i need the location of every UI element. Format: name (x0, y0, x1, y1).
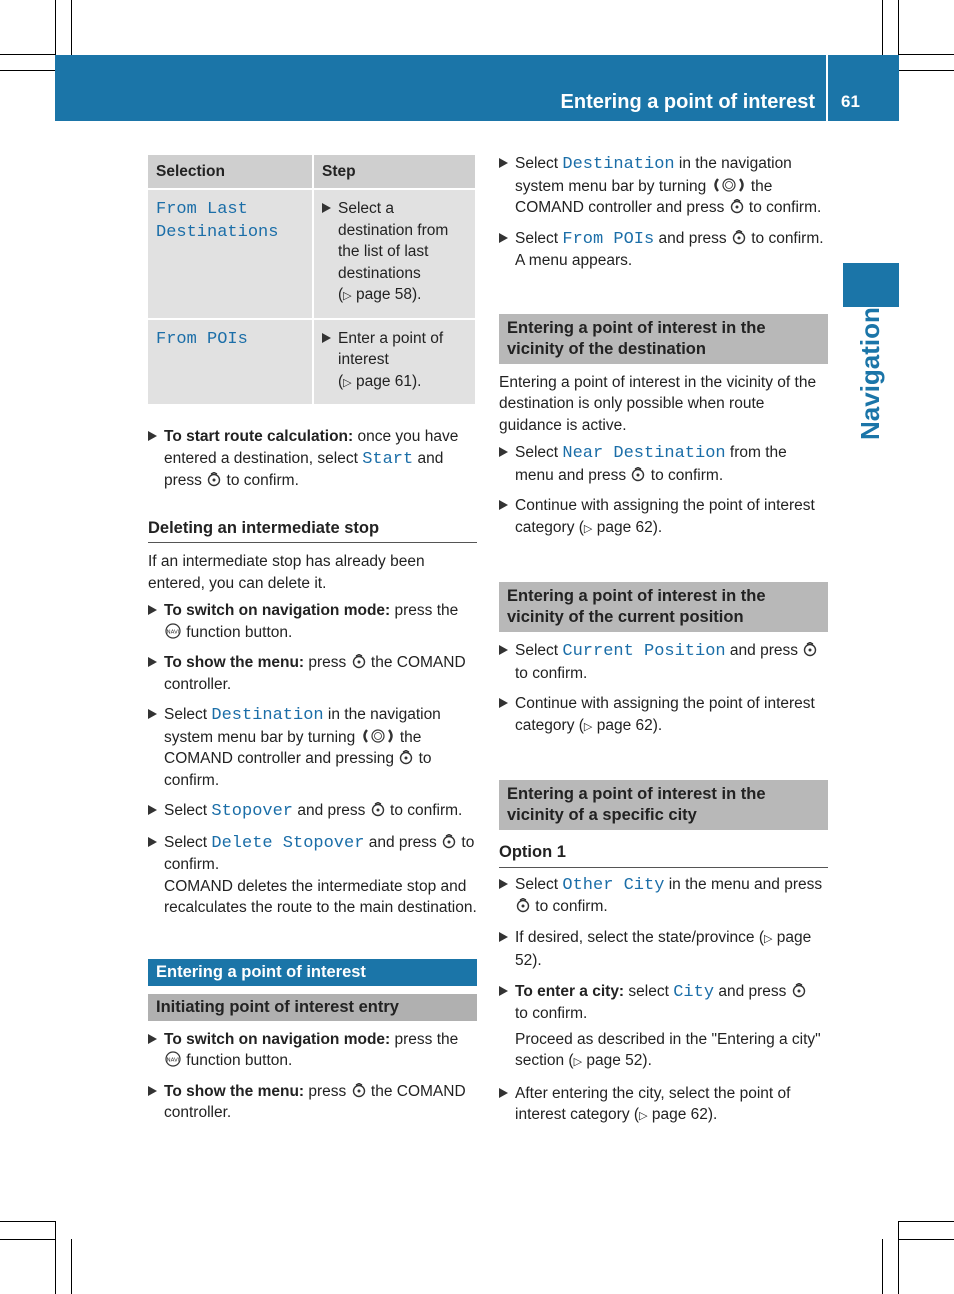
step-text: to confirm. (222, 472, 299, 489)
page-header (55, 55, 899, 121)
controller-press-icon (792, 983, 806, 998)
page-ref: page 62). (596, 716, 663, 734)
step-text: Select a destination from the list of last destinations (338, 200, 449, 282)
navi-button-icon (165, 1051, 181, 1067)
menu-item-delete-stopover: Delete Stopover (211, 833, 365, 853)
step-text: Select (515, 642, 563, 659)
menu-item-start: Start (362, 449, 414, 469)
step-text: to confirm. (746, 229, 824, 247)
page-ref: page 62). (596, 518, 663, 536)
step-text: function button. (182, 1052, 293, 1069)
controller-press-icon (732, 230, 746, 245)
triangle-ref-icon: ▷ (343, 376, 352, 389)
step-text: press (304, 654, 351, 671)
list-item (148, 832, 477, 919)
crop-mark (55, 0, 56, 55)
crop-mark (55, 1221, 56, 1294)
step-text: select (624, 982, 674, 1000)
step-text: to confirm. (385, 802, 463, 819)
step-bold: To show the menu: (164, 1082, 305, 1100)
crop-mark (882, 0, 883, 55)
controller-press-icon (516, 898, 530, 913)
controller-press-icon (442, 834, 456, 849)
arrow-icon (322, 203, 331, 213)
list-item (499, 442, 828, 486)
step-text: If desired, select the state/province ( (515, 928, 764, 946)
crop-mark (0, 1221, 55, 1222)
page-ref: page 52). (586, 1052, 652, 1069)
arrow-icon (148, 805, 157, 815)
list-item (499, 640, 828, 684)
list-item (499, 495, 828, 540)
controller-press-icon (371, 802, 385, 817)
step-text: and press (364, 833, 442, 851)
svg-text:NAVI: NAVI (166, 1057, 180, 1064)
selection-table (148, 155, 477, 404)
header-title: Entering a point of interest (560, 91, 815, 113)
arrow-icon (322, 333, 331, 343)
crop-mark (882, 1239, 883, 1294)
table-header-selection: Selection (148, 155, 313, 189)
step-bold: To switch on navigation mode: (164, 1030, 391, 1048)
page-ref: page 52). (515, 928, 812, 969)
left-column (148, 155, 477, 1124)
triangle-ref-icon: ▷ (573, 1056, 583, 1068)
controller-press-icon (352, 654, 366, 669)
step-text: from the menu and press (515, 444, 787, 484)
crop-mark (0, 1239, 55, 1240)
step-text: to confirm. (744, 199, 822, 216)
step-text: press the (390, 602, 459, 619)
section-title: Entering a point of interest in the vicinity of the destination (499, 314, 828, 364)
list-item (499, 1083, 828, 1128)
table-row (148, 319, 476, 405)
list-item (499, 981, 828, 1074)
arrow-icon (148, 1086, 157, 1096)
list-item (499, 874, 828, 918)
step-text: After entering the city, select the point of interest category ( (515, 1084, 791, 1123)
page-ref: page 62). (651, 1106, 718, 1123)
crop-mark (899, 70, 954, 71)
step-text: Continue with assigning the point of interest category ( (515, 497, 815, 536)
arrow-icon (499, 233, 508, 243)
menu-item-from-pois: From POIs (562, 229, 655, 249)
list-item (148, 652, 477, 695)
arrow-icon (148, 657, 157, 667)
page-ref: page 58). (355, 286, 422, 303)
controller-press-icon (207, 472, 221, 487)
step-text: in the menu and press (664, 875, 823, 893)
triangle-ref-icon: ▷ (343, 290, 352, 302)
page-number: 61 (841, 92, 860, 111)
header-divider (826, 55, 828, 121)
step-text: and press (654, 229, 731, 247)
controller-turn-icon (712, 177, 746, 193)
step-text: and press (725, 642, 803, 659)
step-text: to confirm. (515, 1005, 588, 1022)
list-item (499, 228, 828, 272)
controller-press-icon (730, 199, 744, 214)
crop-mark (898, 1221, 899, 1294)
triangle-ref-icon: ▷ (583, 720, 593, 733)
list-item (148, 426, 477, 492)
menu-item-city: City (673, 982, 715, 1002)
step-text: Select (164, 833, 212, 851)
selection-cell: From POIs (156, 329, 248, 349)
step-text: the COMAND controller. (164, 654, 466, 693)
step-text: and press (714, 982, 791, 1000)
crop-mark (899, 1239, 954, 1240)
step-text: press (304, 1082, 351, 1100)
step-text: and press (164, 449, 444, 489)
paragraph: Entering a point of interest in the vicinity of the destination is only possible when route guidance is active. (499, 373, 817, 434)
step-text: to confirm. (515, 664, 588, 682)
section-heading: Deleting an intermediate stop (148, 518, 477, 544)
arrow-icon (148, 605, 157, 615)
step-text: to confirm. (531, 898, 608, 915)
section-title: Entering a point of interest (148, 959, 477, 986)
step-text: press the (390, 1030, 459, 1048)
crop-mark (71, 0, 72, 55)
menu-item-near-destination: Near Destination (562, 444, 726, 463)
arrow-icon (148, 837, 157, 847)
step-text: to confirm. (646, 466, 724, 484)
step-text: the COMAND controller and pressing (164, 728, 422, 767)
right-column (499, 144, 828, 1128)
side-tab (843, 263, 899, 307)
step-result: A menu appears. (515, 252, 633, 269)
selection-cell: From Last Destinations (156, 200, 279, 242)
list-item (148, 1081, 477, 1124)
step-text: Select (164, 706, 212, 723)
step-text: Proceed as described in the "Entering a city" section ( (515, 1030, 821, 1069)
step-bold: To show the menu: (164, 654, 305, 671)
step-result: COMAND deletes the intermediate stop and recalculates the route to the main destination. (164, 877, 477, 916)
arrow-icon (148, 1034, 157, 1044)
subsection-title: Initiating point of interest entry (148, 994, 477, 1021)
arrow-icon (499, 447, 508, 457)
menu-item-stopover: Stopover (211, 802, 294, 821)
crop-mark (0, 54, 55, 55)
list-item (148, 600, 477, 643)
arrow-icon (499, 645, 508, 655)
step-text: in the navigation system menu bar by turning (515, 155, 792, 195)
controller-turn-icon (361, 728, 395, 744)
crop-mark (898, 0, 899, 55)
list-item: Select a destination from the list of last destinations (▷ page 58). (322, 198, 467, 308)
list-item (499, 927, 828, 972)
list-item: Enter a point of interest (▷ page 61). (322, 328, 467, 395)
crop-mark (899, 54, 954, 55)
step-text: Select (164, 802, 212, 819)
arrow-icon (499, 879, 508, 889)
step-text: Select (515, 875, 563, 893)
crop-mark (71, 1239, 72, 1294)
side-tab-label: Navigation (855, 307, 885, 440)
table-header-step: Step (313, 155, 476, 189)
step-text: Enter a point of interest (338, 329, 444, 368)
step-text: once you have entered a destination, select (164, 428, 459, 467)
list-item (499, 153, 828, 219)
step-text: in the navigation system menu bar by turning (164, 706, 441, 746)
menu-item-destination: Destination (211, 706, 324, 725)
crop-mark (899, 1221, 954, 1222)
menu-item-destination: Destination (562, 155, 675, 174)
step-text: function button. (182, 623, 293, 641)
list-item (148, 800, 477, 823)
crop-mark (0, 70, 55, 71)
list-item (499, 693, 828, 738)
triangle-ref-icon: ▷ (639, 1110, 648, 1122)
navi-button-icon (165, 623, 181, 639)
arrow-icon (499, 698, 508, 708)
arrow-icon (148, 431, 157, 441)
controller-press-icon (803, 642, 817, 657)
menu-item-other-city: Other City (562, 875, 665, 895)
arrow-icon (148, 709, 157, 719)
step-bold: To start route calculation: (164, 428, 354, 445)
arrow-icon (499, 500, 508, 510)
arrow-icon (499, 158, 508, 168)
triangle-ref-icon: ▷ (583, 522, 593, 535)
triangle-ref-icon: ▷ (763, 932, 773, 945)
step-note (515, 1029, 828, 1074)
step-bold: To switch on navigation mode: (164, 602, 391, 619)
step-text: the COMAND controller. (164, 1082, 466, 1121)
controller-press-icon (399, 750, 413, 765)
table-row (148, 189, 476, 319)
controller-press-icon (631, 467, 645, 482)
step-text: Select (515, 155, 563, 172)
step-text: to confirm. (164, 750, 432, 789)
step-text: the COMAND controller and press (515, 177, 773, 216)
option-heading: Option 1 (499, 842, 828, 868)
section-title: Entering a point of interest in the vicinity of the current position (499, 582, 828, 632)
svg-text:NAVI: NAVI (166, 629, 180, 635)
page-ref: page 61). (355, 372, 422, 390)
arrow-icon (499, 932, 508, 942)
step-text: to confirm. (164, 833, 475, 873)
step-bold: To enter a city: (515, 982, 625, 1000)
step-text: Continue with assigning the point of interest category ( (515, 695, 815, 734)
menu-item-current-position: Current Position (562, 642, 726, 661)
arrow-icon (499, 1088, 508, 1098)
paragraph: If an intermediate stop has already been entered, you can delete it. (148, 553, 425, 592)
section-title: Entering a point of interest in the vicinity of a specific city (499, 780, 828, 830)
step-text: Select (515, 229, 563, 247)
controller-press-icon (352, 1083, 366, 1098)
step-text: and press (293, 802, 370, 819)
list-item (148, 1029, 477, 1072)
list-item (148, 704, 477, 791)
arrow-icon (499, 986, 508, 996)
step-text: Select (515, 444, 563, 461)
